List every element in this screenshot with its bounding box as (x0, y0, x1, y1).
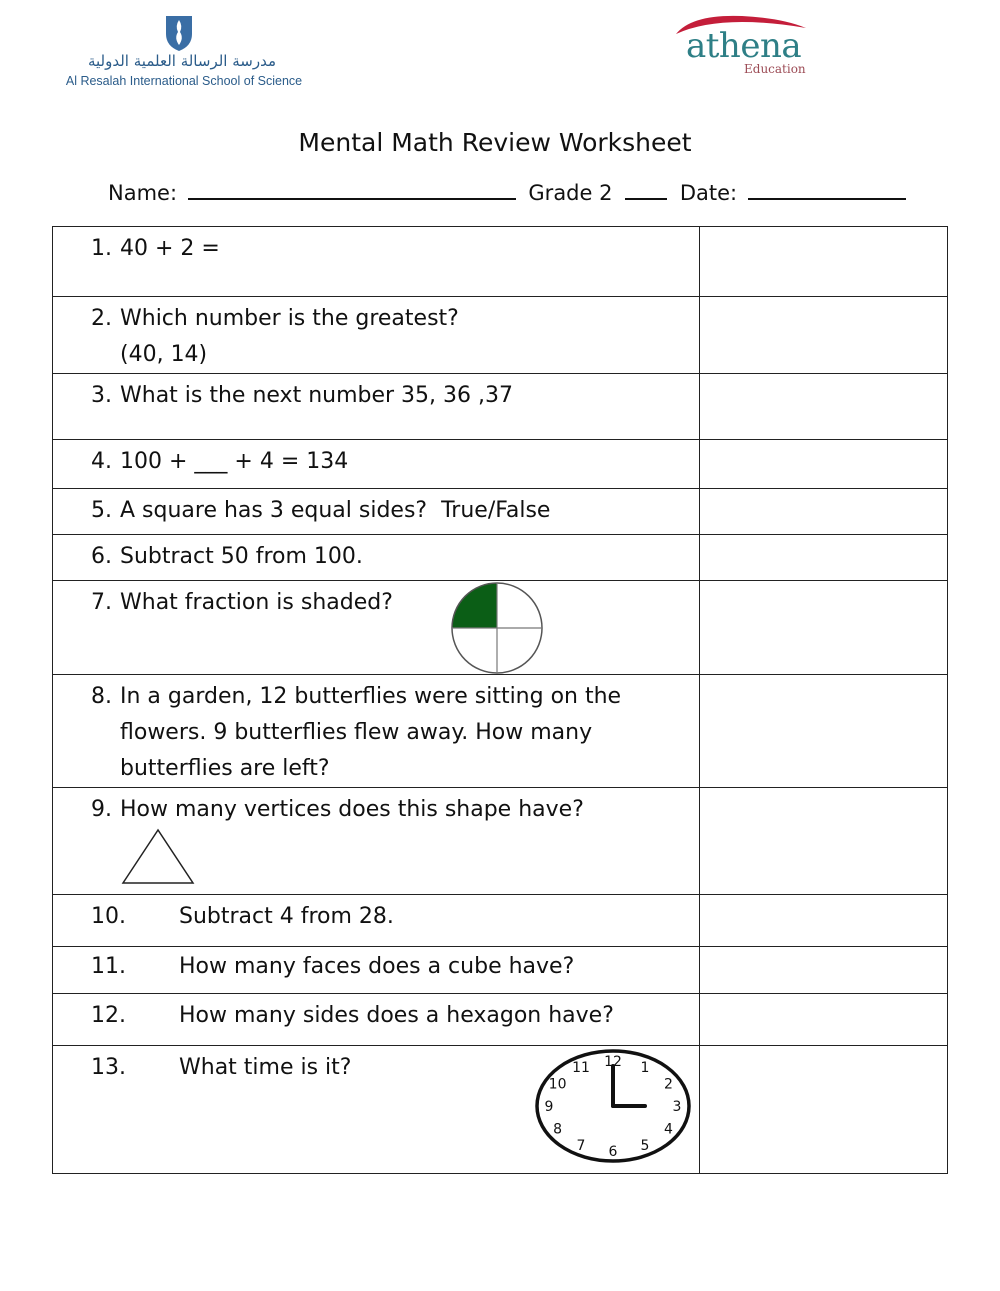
name-field[interactable] (188, 180, 516, 200)
clock-number: 1 (640, 1060, 650, 1076)
clock-number: 9 (544, 1099, 554, 1115)
info-line (108, 180, 906, 205)
clock-number: 5 (640, 1138, 650, 1154)
question-number: 4. (91, 449, 112, 474)
answer-cell[interactable] (699, 297, 947, 374)
question-number: 13. (91, 1055, 126, 1080)
question-text-line: butterflies are left? (120, 756, 330, 781)
athena-wordmark: athena (686, 26, 802, 66)
question-row (53, 895, 948, 947)
question-row (53, 440, 948, 489)
question-text: Subtract 4 from 28. (179, 904, 394, 929)
question-text: Which number is the greatest? (120, 306, 459, 331)
question-row (53, 374, 948, 440)
answer-cell[interactable] (699, 675, 947, 788)
question-text-line: (40, 14) (120, 342, 208, 367)
question-text: How many faces does a cube have? (179, 954, 575, 979)
question-text: A square has 3 equal sides? True/False (120, 498, 551, 523)
clock-number: 12 (604, 1054, 622, 1070)
question-text: What time is it? (179, 1055, 352, 1080)
question-cell (53, 440, 700, 489)
question-cell (53, 581, 700, 675)
question-row (53, 947, 948, 994)
question-cell (53, 994, 700, 1046)
athena-logo (672, 12, 812, 82)
question-row (53, 227, 948, 297)
question-number: 2. (91, 306, 112, 331)
clock-number: 6 (608, 1144, 618, 1160)
answer-cell[interactable] (699, 581, 947, 675)
question-text: What fraction is shaded? (120, 590, 393, 615)
question-cell (53, 535, 700, 581)
question-text: Subtract 50 from 100. (120, 544, 363, 569)
answer-cell[interactable] (699, 227, 947, 297)
answer-cell[interactable] (699, 895, 947, 947)
clock-number: 11 (572, 1060, 590, 1076)
question-row (53, 994, 948, 1046)
question-number: 6. (91, 544, 112, 569)
clock-number: 2 (663, 1076, 673, 1093)
question-cell (53, 1046, 700, 1174)
question-number: 5. (91, 498, 112, 523)
question-row (53, 788, 948, 895)
question-row (53, 1046, 948, 1174)
school-name-english: Al Resalah International School of Science (65, 74, 303, 88)
question-number: 12. (91, 1003, 126, 1028)
question-row (53, 581, 948, 675)
question-cell (53, 675, 700, 788)
clock-icon (533, 1048, 693, 1164)
question-number: 10. (91, 904, 126, 929)
clock-number: 3 (672, 1099, 682, 1115)
clock-number: 4 (663, 1121, 673, 1138)
question-cell (53, 374, 700, 440)
triangle-icon (120, 828, 196, 886)
question-row (53, 297, 948, 374)
question-row (53, 535, 948, 581)
clock-number: 8 (553, 1121, 563, 1138)
page-title: Mental Math Review Worksheet (298, 128, 692, 157)
question-number: 8. (91, 684, 112, 709)
question-row (53, 675, 948, 788)
question-number: 1. (91, 236, 112, 261)
answer-cell[interactable] (699, 489, 947, 535)
question-number: 9. (91, 797, 112, 822)
answer-cell[interactable] (699, 1046, 947, 1174)
answer-cell[interactable] (699, 374, 947, 440)
question-cell (53, 489, 700, 535)
question-text: How many sides does a hexagon have? (179, 1003, 614, 1028)
athena-subtitle: Education (744, 62, 806, 76)
school-name-arabic: مدرسة الرسالة العلمية الدولية (87, 52, 276, 70)
question-cell (53, 227, 700, 297)
school-crest-icon (164, 14, 194, 52)
question-table (52, 226, 948, 1174)
question-cell (53, 895, 700, 947)
school-logo (52, 14, 312, 94)
answer-cell[interactable] (699, 947, 947, 994)
question-text: In a garden, 12 butterflies were sitting on the (120, 684, 622, 709)
answer-cell[interactable] (699, 440, 947, 489)
question-number: 11. (91, 954, 126, 979)
question-cell (53, 297, 700, 374)
name-label: Name: (108, 181, 178, 205)
fraction-circle-icon (450, 581, 544, 675)
question-cell (53, 947, 700, 994)
grade-field[interactable] (625, 180, 667, 200)
question-text: 100 + ___ + 4 = 134 (120, 449, 349, 474)
answer-cell[interactable] (699, 994, 947, 1046)
question-text: 40 + 2 = (120, 236, 220, 261)
grade-label: Grade 2 (528, 181, 613, 205)
question-number: 3. (91, 383, 112, 408)
question-cell (53, 788, 700, 895)
date-field[interactable] (748, 180, 906, 200)
answer-cell[interactable] (699, 788, 947, 895)
answer-cell[interactable] (699, 535, 947, 581)
question-row (53, 489, 948, 535)
date-label: Date: (679, 181, 738, 205)
question-number: 7. (91, 590, 112, 615)
clock-number: 10 (548, 1076, 567, 1093)
question-text: What is the next number 35, 36 ,37 (120, 383, 514, 408)
clock-number: 7 (576, 1138, 586, 1154)
question-text: How many vertices does this shape have? (120, 797, 584, 822)
question-text-line: flowers. 9 butterflies flew away. How many (120, 720, 593, 745)
